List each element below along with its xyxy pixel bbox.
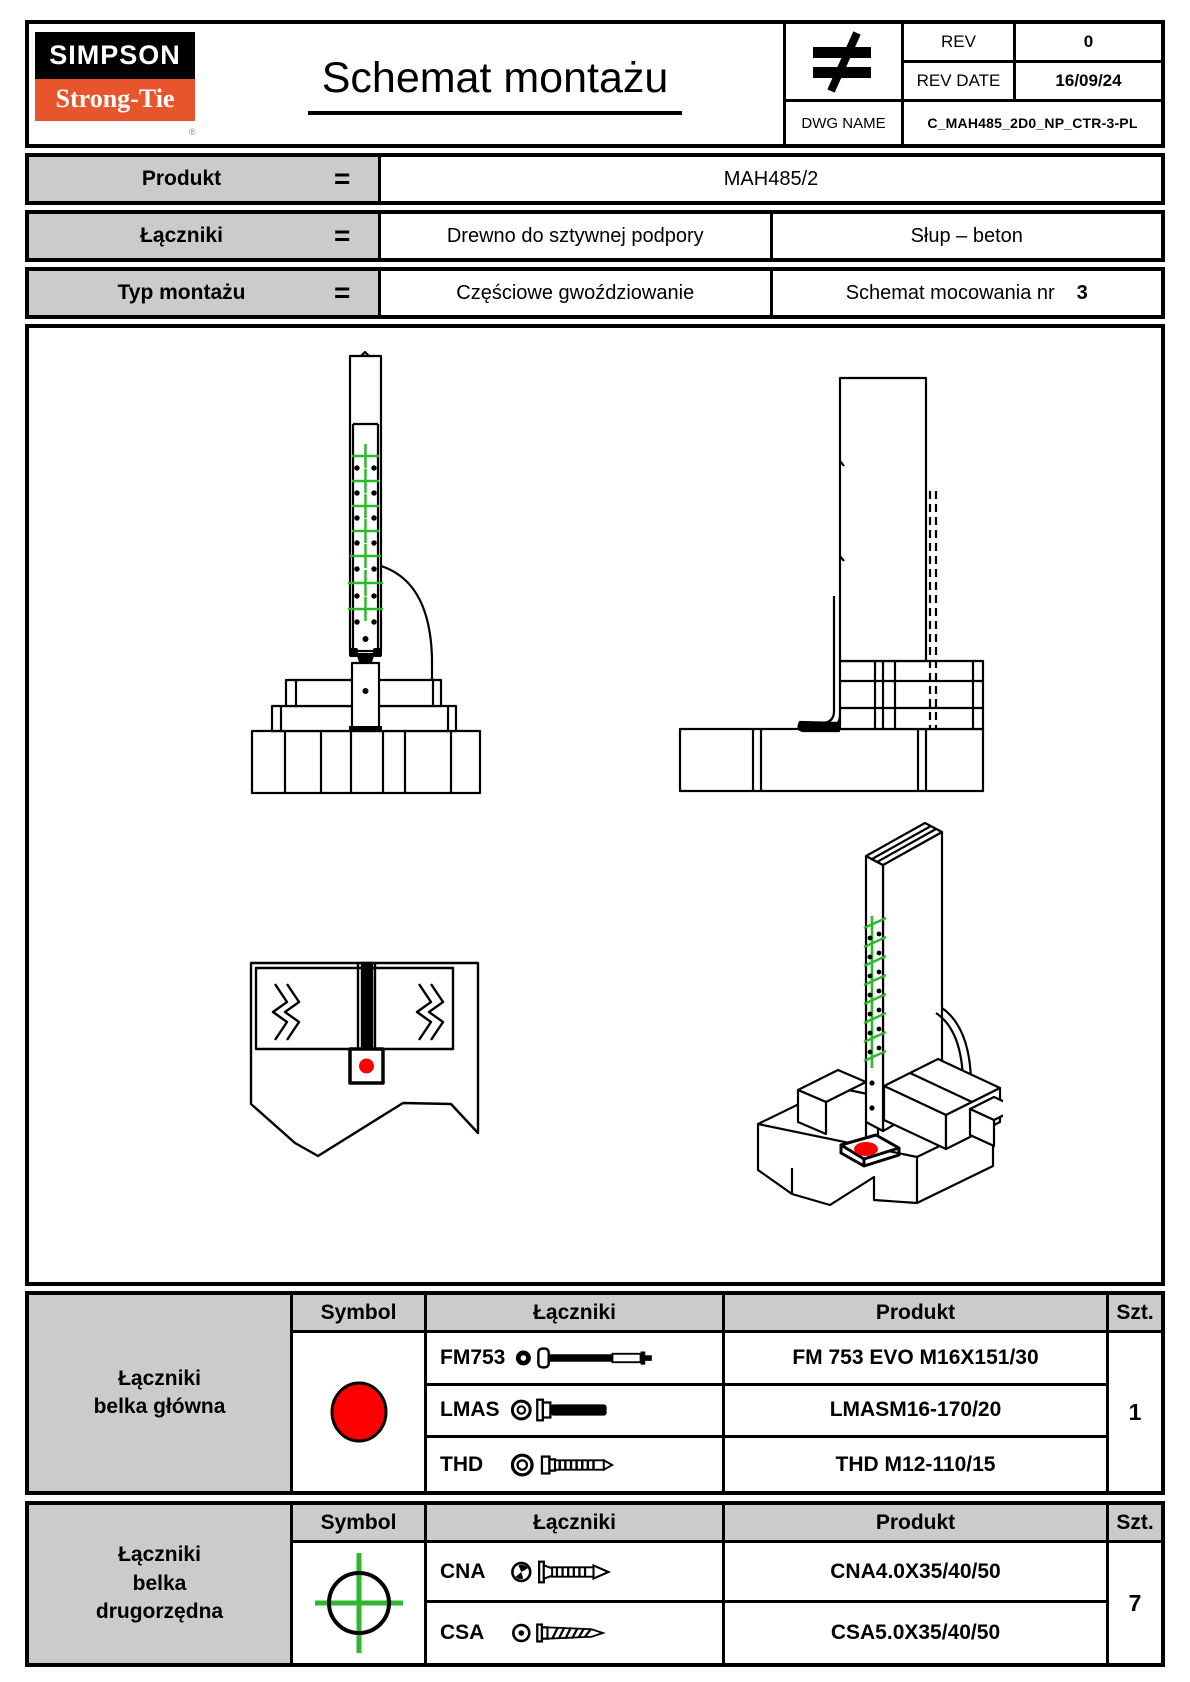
- fm753-code: FM753: [440, 1345, 506, 1369]
- rev-value: 0: [1016, 24, 1161, 63]
- equals-sign: =: [334, 220, 351, 251]
- csa-code: CSA: [440, 1621, 485, 1644]
- cna-nail-icon: [511, 1555, 661, 1589]
- header-laczniki: Łączniki: [427, 1295, 725, 1333]
- rev-date-label: REV DATE: [904, 63, 1016, 102]
- typ-right-value: [770, 271, 1162, 315]
- schemat-mocowania-text: Schemat mocowania nr: [845, 281, 1055, 304]
- not-equal-icon: [786, 24, 904, 102]
- thd-anchor-icon: [511, 1448, 661, 1482]
- laczniki-right-value: Słup – beton: [770, 214, 1162, 258]
- produkt-label: Produkt: [141, 167, 222, 190]
- schemat-mocowania-number: 3: [1076, 281, 1088, 304]
- lmas-product: LMASM16-170/20: [725, 1386, 1109, 1439]
- green-crosshair-marker: [293, 1543, 427, 1663]
- laczniki-label: Łączniki: [140, 224, 223, 247]
- info-row-produkt: [25, 153, 1165, 205]
- typ-left-value: Częściowe gwoździowanie: [456, 281, 695, 304]
- header-symbol: Symbol: [293, 1295, 427, 1333]
- header-szt: Szt.: [1109, 1505, 1161, 1543]
- csa-screw-icon: [511, 1616, 661, 1650]
- fastener-table-main-beam: [25, 1291, 1165, 1495]
- anchor-position-red-dot: [359, 1059, 374, 1074]
- produkt-value: MAH485/2: [723, 167, 819, 190]
- dwg-name-value: C_MAH485_2D0_NP_CTR-3-PL: [927, 115, 1138, 131]
- thd-product: THD M12-110/15: [725, 1438, 1109, 1491]
- row-csa: [427, 1603, 725, 1663]
- lmas-code: LMAS: [440, 1398, 500, 1422]
- laczniki-label-cell: [29, 214, 381, 258]
- group-label-main-beam: Łączniki belka główna: [29, 1295, 293, 1491]
- row-thd: [427, 1438, 725, 1491]
- plan-view-drawing: [223, 886, 508, 1181]
- red-position-marker: [293, 1333, 427, 1491]
- header-produkt: Produkt: [725, 1505, 1109, 1543]
- row-lmas: [427, 1386, 725, 1439]
- header-symbol: Symbol: [293, 1505, 427, 1543]
- simpson-strongtie-logo: [29, 24, 207, 144]
- dwg-name-label: DWG NAME: [786, 102, 904, 144]
- produkt-label-cell: [29, 157, 381, 201]
- equals-sign: =: [334, 277, 351, 308]
- cna-product: CNA4.0X35/40/50: [725, 1543, 1109, 1603]
- registered-mark: ®: [189, 127, 196, 137]
- info-row-laczniki: [25, 210, 1165, 262]
- header-szt: Szt.: [1109, 1295, 1161, 1333]
- iso-anchor-red-dot: [854, 1142, 878, 1156]
- logo-strongtie: Strong-Tie: [35, 79, 195, 121]
- cna-code: CNA: [440, 1559, 486, 1583]
- fm753-bolt-icon: [514, 1341, 664, 1375]
- equals-sign: =: [334, 163, 351, 194]
- front-view-drawing: [220, 341, 510, 801]
- rev-date-value: 16/09/24: [1016, 63, 1161, 102]
- typ-label-cell: [29, 271, 381, 315]
- info-row-typ-montazu: [25, 267, 1165, 319]
- row-fm753: [427, 1333, 725, 1386]
- page-title: Schemat montażu: [308, 54, 683, 115]
- fastener-table-secondary-beam: [25, 1501, 1165, 1667]
- typ-label: Typ montażu: [117, 281, 246, 304]
- header-laczniki: Łączniki: [427, 1505, 725, 1543]
- secondary-beam-qty: 7: [1128, 1589, 1142, 1616]
- drawing-canvas: [25, 324, 1165, 1286]
- fm753-product: FM 753 EVO M16X151/30: [725, 1333, 1109, 1386]
- title-block: [25, 20, 1165, 148]
- thd-code: THD: [440, 1452, 484, 1476]
- logo-simpson: SIMPSON: [35, 32, 195, 79]
- laczniki-left-value: Drewno do sztywnej podpory: [446, 224, 704, 247]
- csa-product: CSA5.0X35/40/50: [725, 1603, 1109, 1663]
- revision-table: [783, 24, 1161, 144]
- header-produkt: Produkt: [725, 1295, 1109, 1333]
- group-label-secondary-beam: Łączniki belka drugorzędna: [29, 1505, 293, 1663]
- main-beam-qty: 1: [1128, 1398, 1142, 1425]
- title-cell: [207, 24, 783, 144]
- lmas-bolt-icon: [511, 1393, 661, 1427]
- isometric-view-drawing: [688, 768, 1003, 1208]
- side-view-drawing: [653, 341, 998, 801]
- row-cna: [427, 1543, 725, 1603]
- rev-label: REV: [904, 24, 1016, 63]
